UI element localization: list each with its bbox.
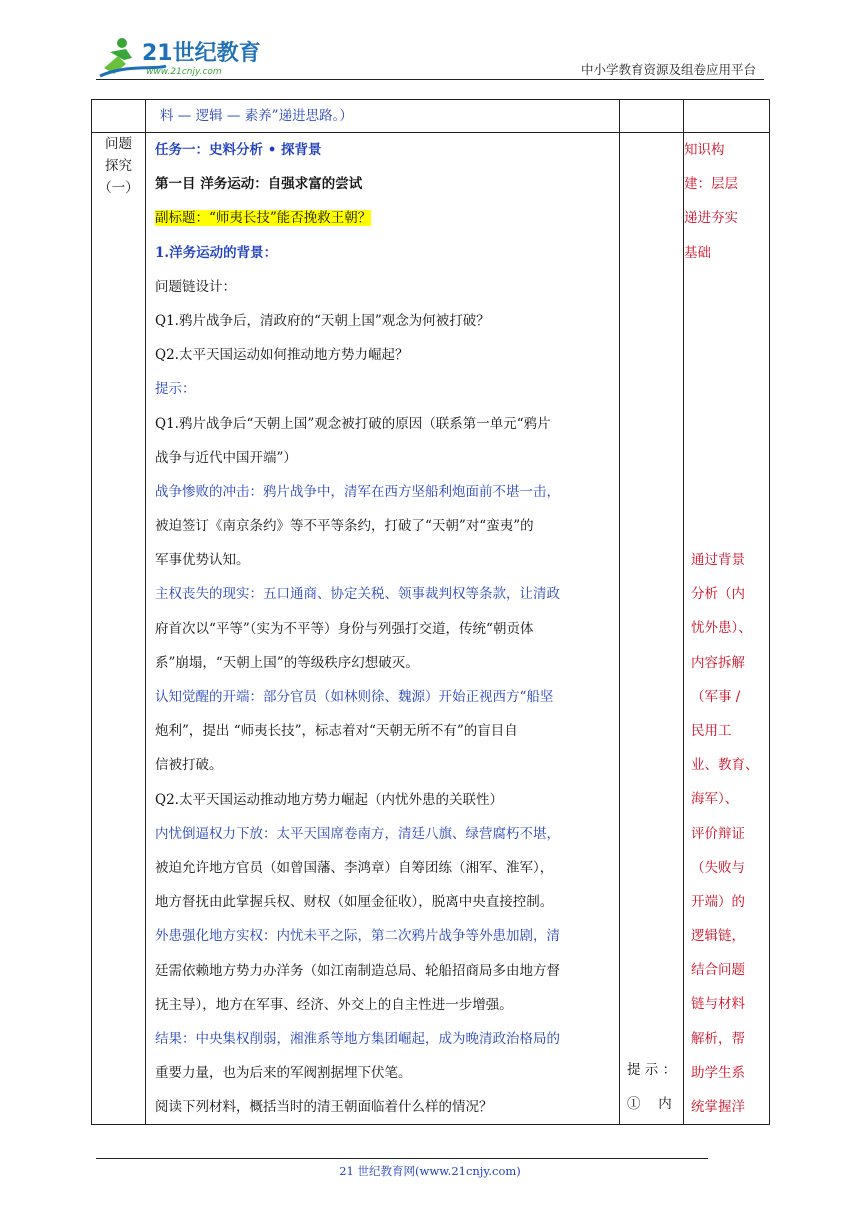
page-header [0, 0, 860, 90]
content-line-text: 第一目 洋务运动：自强求富的尝试 [155, 176, 363, 193]
content-line-text: Q1.鸦片战争后“天朝上国”观念被打破的原因（联系第一单元“鸦片 [155, 415, 551, 432]
content-line [155, 1056, 613, 1090]
content-line-text: 军事优势认知。 [155, 552, 250, 569]
content-line [155, 817, 613, 851]
content-line-text: 提示： [155, 381, 196, 398]
content-line-text: 府首次以“平等”（实为不平等）身份与列强打交道，传统“朝贡体 [155, 620, 534, 637]
content-line [155, 612, 613, 646]
note-line: （失败与 [691, 859, 745, 876]
note-line: 民用工 [691, 722, 732, 739]
note-line: 海军）、 [691, 791, 739, 808]
notes-bottom [691, 543, 759, 1124]
note-line: 开端）的 [691, 893, 745, 910]
content-line [155, 1022, 613, 1056]
logo-21cnjy [96, 34, 266, 80]
content-line-text: Q2.太平天国运动如何推动地方势力崛起？ [155, 347, 409, 364]
content-line-text: 战争与近代中国开端”） [155, 449, 297, 466]
section-label-line: 探究 [105, 158, 132, 174]
cell-continuation [146, 100, 620, 133]
content-line [155, 201, 613, 235]
cell-empty [620, 100, 684, 133]
note-line: 分析（内 [691, 586, 745, 603]
content-line-text: 抚主导），地方在军事、经济、外交上的自主性进一步增强。 [155, 996, 513, 1013]
table-row [92, 133, 770, 1125]
content-line [155, 338, 613, 372]
content-line [155, 304, 613, 338]
content-line-text: 战争惨败的冲击：鸦片战争中，清军在西方坚船利炮面前不堪一击， [155, 483, 560, 500]
footer-rule [96, 1158, 708, 1159]
note-line: 解析，帮 [691, 1030, 745, 1047]
content-line-text: 被迫签订《南京条约》等不平等条约，打破了“天朝”对“蛮夷”的 [155, 518, 534, 535]
content-line [155, 509, 613, 543]
note-line: 评价辩证 [691, 825, 745, 842]
content-line [155, 270, 613, 304]
content-line-text: 信被打破。 [155, 757, 223, 774]
section-label [92, 133, 146, 1125]
content-line-text: 阅读下列材料，概括当时的清王朝面临着什么样的情况？ [155, 1099, 493, 1116]
platform-name: 中小学教育资源及组卷应用平台 [580, 62, 756, 77]
note-line: 内容拆解 [691, 654, 745, 671]
content-line [155, 167, 613, 201]
content-line [155, 783, 613, 817]
content-line-text: 结果：中央集权削弱，湘淮系等地方集团崛起，成为晚清政治格局的 [155, 1030, 560, 1047]
cell-empty [684, 100, 770, 133]
note-line: 递进夯实 [684, 210, 738, 227]
continuation-text: 料 — 逻辑 — 素养”递进思路。） [160, 108, 353, 124]
hint-line: 提 示 ： [627, 1062, 677, 1078]
section-label-line: （一） [98, 180, 139, 196]
content-line-text: 廷需依赖地方势力办洋务（如江南制造总局、轮船招商局多由地方督 [155, 962, 560, 979]
note-line: 业、教育、 [691, 757, 759, 774]
logo-url: www.21cnjy.com [146, 67, 222, 77]
content-line [155, 748, 613, 782]
note-line: 链与材料 [691, 996, 745, 1013]
note-line: 结合问题 [691, 962, 745, 979]
content-line-text: 外患强化地方实权：内忧未平之际，第二次鸦片战争等外患加剧，清 [155, 928, 560, 945]
note-line: 通过背景 [691, 552, 745, 568]
footer-text: 21 世纪教育网(www.21cnjy.com) [339, 1164, 521, 1178]
note-line: 忧外患）、 [691, 620, 752, 637]
content-line-text: 问题链设计： [155, 278, 236, 295]
content-line [155, 441, 613, 475]
note-line: 知识构 [684, 142, 725, 158]
content-line-text: 系”崩塌，“天朝上国”的等级秩序幻想破灭。 [155, 654, 419, 671]
note-line: （军事 / [691, 688, 741, 705]
content-line [155, 372, 613, 406]
note-line: 统掌握洋 [691, 1099, 745, 1115]
content-line [155, 919, 613, 953]
content-line-text: 被迫允许地方官员（如曾国藩、李鸿章）自筹团练（湘军、淮军）， [155, 859, 554, 876]
content-line [155, 954, 613, 988]
content-line-text: 炮利”，提出 “师夷长技”，标志着对“天朝无所不有”的盲目自 [155, 723, 518, 740]
content-line-text: 地方督抚由此掌握兵权、财权（如厘金征收），脱离中央直接控制。 [155, 894, 554, 911]
content-line [155, 133, 613, 167]
content-line-text: Q1.鸦片战争后，清政府的“天朝上国”观念为何被打破？ [155, 312, 490, 329]
note-line: 助学生系 [691, 1064, 745, 1081]
content-lines [146, 133, 619, 1124]
content-line-text: 1.洋务运动的背景： [155, 244, 278, 261]
content-line [155, 543, 613, 577]
note-line: 基础 [684, 244, 711, 261]
content-line [155, 1090, 613, 1124]
content-cell [146, 133, 620, 1125]
logo-text: 21世纪教育 [142, 41, 261, 66]
content-line [155, 646, 613, 680]
section-label-line: 问题 [105, 136, 132, 152]
content-line [155, 475, 613, 509]
note-line: 建：层层 [684, 176, 738, 193]
content-line-text: 内忧倒逼权力下放：太平天国席卷南方，清廷八旗、绿营腐朽不堪， [155, 825, 560, 842]
content-line [155, 236, 613, 270]
header-rule [96, 79, 764, 80]
hint-cell [620, 133, 684, 1125]
note-line: 逻辑链， [691, 928, 745, 945]
content-line [155, 714, 613, 748]
content-line-text: 副标题：“师夷长技”能否挽救王朝？ [155, 210, 372, 227]
content-line-text: 认知觉醒的开端：部分官员（如林则徐、魏源）开始正视西方“船坚 [155, 689, 554, 705]
content-line [155, 851, 613, 885]
content-line [155, 885, 613, 919]
content-line [155, 407, 613, 441]
content-line [155, 577, 613, 611]
content-line-text: Q2.太平天国运动推动地方势力崛起（内忧外患的关联性） [155, 791, 503, 808]
content-line [155, 988, 613, 1022]
cell-label-empty [92, 100, 146, 133]
notes-cell [684, 133, 770, 1125]
notes-top [684, 133, 769, 270]
content-line-text: 主权丧失的现实：五口通商、协定关税、领事裁判权等条款，让清政 [155, 586, 560, 603]
content-line-text: 重要力量，也为后来的军阀割据埋下伏笔。 [155, 1065, 412, 1082]
content-line [155, 680, 613, 714]
lesson-table [91, 99, 770, 1125]
hint-line: ① 内 [627, 1096, 672, 1112]
content-line-text: 任务一：史料分析 • 探背景 [155, 142, 322, 158]
table-row [92, 100, 770, 133]
